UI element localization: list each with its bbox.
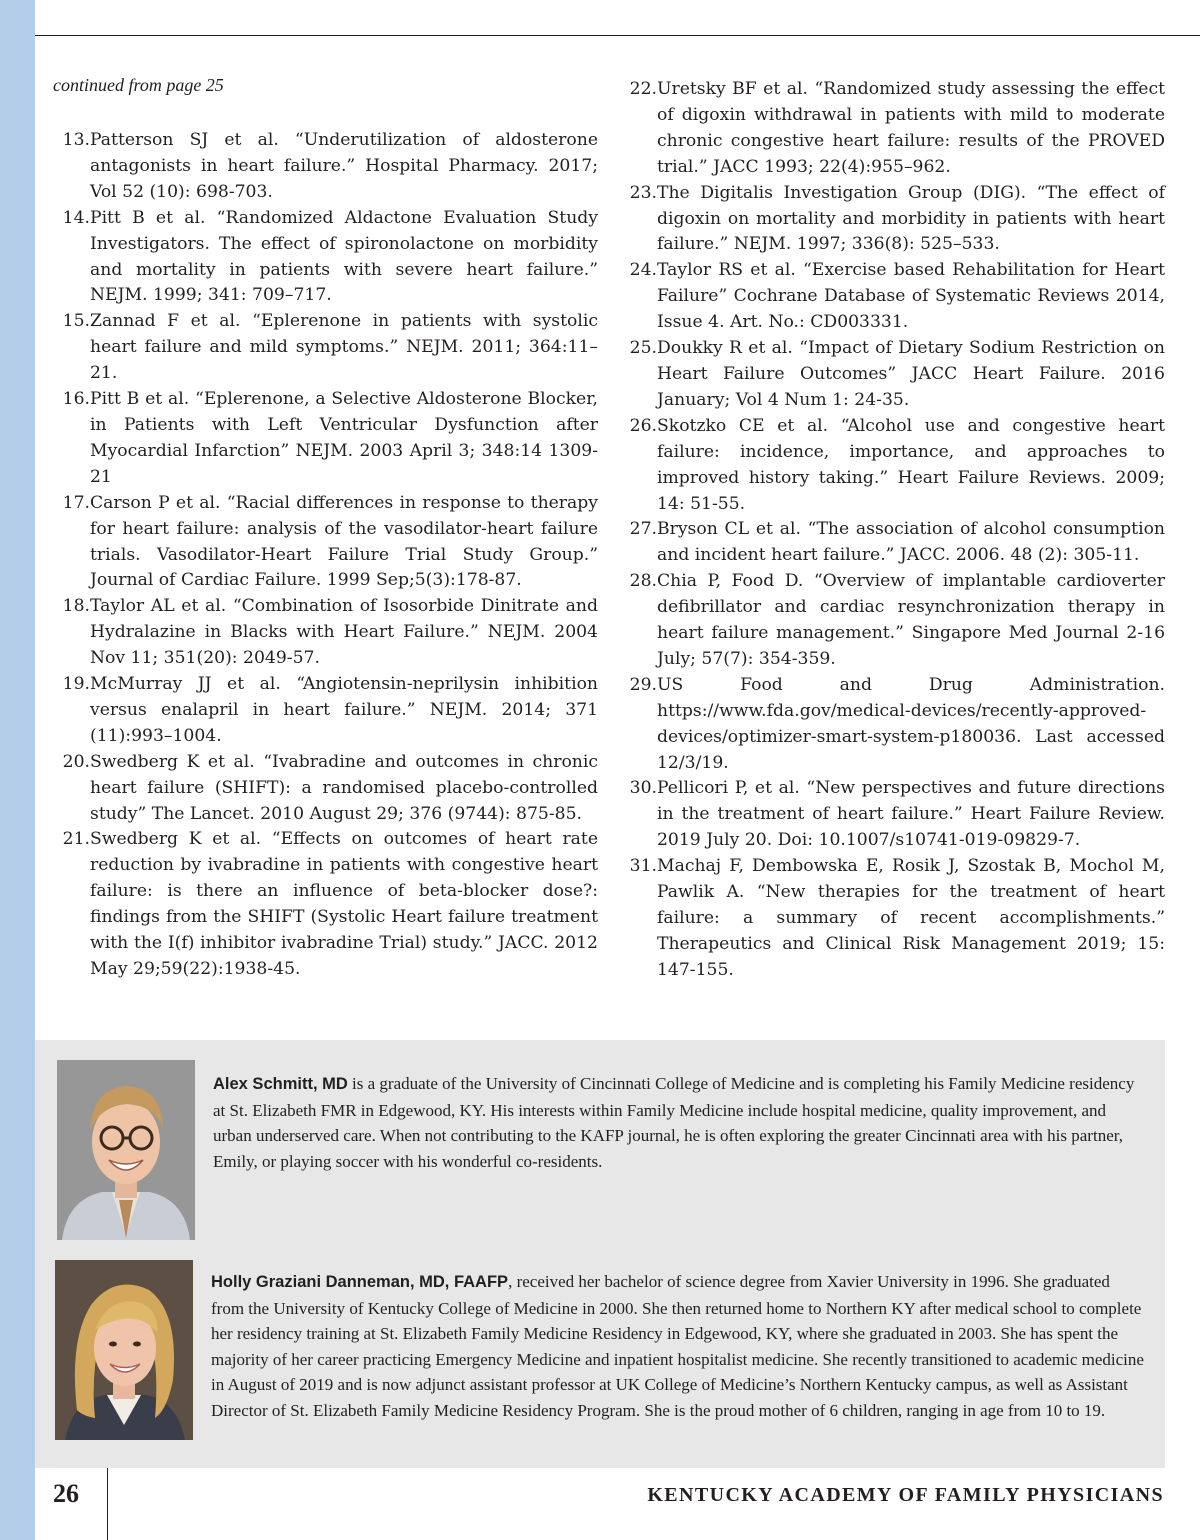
reference-text: Pitt B et al. “Randomized Aldactone Evaluation Study Investigators. The effect of spironolactone on morbidity and mortality in patients with severe heart failure.” NEJM. 1999; 341: 709–717. <box>90 207 598 306</box>
reference-number: 13. <box>62 130 90 150</box>
reference-number: 23. <box>629 182 657 203</box>
reference-number: 21. <box>62 829 90 850</box>
reference-text: Chia P, Food D. “Overview of implantable cardioverter defibrillator and cardiac resynchronization therapy in heart failure management.” Singapore Med Journal 2-16 July; 57(7): 354-359. <box>657 571 1165 669</box>
reference-number: 16. <box>62 389 90 410</box>
reference-item <box>620 776 1165 854</box>
reference-number: 17. <box>62 492 90 513</box>
reference-text: Skotzko CE et al. “Alcohol use and congestive heart failure: incidence, importance, and approaches to improved history taking.” Heart Failure Reviews. 2009; 14: 51-55. <box>657 415 1165 514</box>
reference-item <box>620 517 1165 569</box>
bio-author-name: Alex Schmitt, MD <box>213 1075 348 1093</box>
reference-item <box>620 569 1165 673</box>
reference-item <box>620 336 1165 414</box>
reference-number: 30. <box>629 778 657 799</box>
reference-number: 29. <box>629 674 657 695</box>
bio-holly-danneman <box>211 1269 1146 1423</box>
reference-text: Swedberg K et al. “Ivabradine and outcomes in chronic heart failure (SHIFT): a randomised placebo-controlled study” The Lancet. 2010 August 29; 376 (9744): 875-85. <box>90 751 598 824</box>
reference-number: 22. <box>629 79 657 99</box>
reference-text: Pellicori P, et al. “New perspectives and future directions in the treatment of heart failure.” Heart Failure Review. 2019 July 20. Doi: 10.1007/s10741-019-09829-7. <box>657 778 1165 851</box>
bio-alex-schmitt <box>213 1071 1143 1174</box>
reference-item <box>620 258 1165 336</box>
reference-text: Machaj F, Dembowska E, Rosik J, Szostak B, Mochol M, Pawlik A. “New therapies for the treatment of heart failure: a summary of recent accomplishments.” Therapeutics and Clinical Risk Management 2019; 15: 147-155. <box>657 856 1165 980</box>
reference-text: Swedberg K et al. “Effects on outcomes of heart rate reduction by ivabradine in patients with congestive heart failure: is there an influence of beta-blocker dose?: findings from the SHIFT (Systolic Heart failure treatment with the I(f) inhibitor ivabradine Trial) study.” JACC. 2012 May 29;59(22):1938-45. <box>90 829 598 979</box>
reference-number: 31. <box>629 856 657 877</box>
reference-number: 20. <box>62 751 90 772</box>
reference-item <box>620 854 1165 984</box>
reference-text: Taylor RS et al. “Exercise based Rehabilitation for Heart Failure” Cochrane Database of Systematic Reviews 2014, Issue 4. Art. No.: CD003331. <box>657 260 1165 333</box>
reference-text: Uretsky BF et al. “Randomized study assessing the effect of digoxin withdrawal in patients with mild to moderate chronic congestive heart failure: results of the PROVED trial.” JACC 1993; 22(4):955–962. <box>657 79 1165 177</box>
reference-item <box>620 181 1165 259</box>
reference-text: Carson P et al. “Racial differences in response to therapy for heart failure: analysis of the vasodilator-heart failure trials. Vasodilator-Heart Failure Trial Study Group.” Journal of Cardiac Failure. 1999 Sep;5(3):178-87. <box>90 492 598 591</box>
reference-item <box>53 206 598 310</box>
portrait-woman-blonde <box>55 1260 193 1440</box>
bio-text: is a graduate of the University of Cincinnati College of Medicine and is completing his Family Medicine residency at St. Elizabeth FMR in Edgewood, KY. His interests within Family Medicine include hospital medicine, quality improvement, and urban underserved care. When not contributing to the KAFP journal, he is often exploring the greater Cincinnati area with his partner, Emily, or playing soccer with his wonderful co-residents. <box>213 1074 1135 1171</box>
reference-number: 27. <box>629 519 657 540</box>
reference-item <box>620 673 1165 777</box>
references-left-column <box>53 128 598 983</box>
reference-item <box>53 827 598 982</box>
reference-text: Pitt B et al. “Eplerenone, a Selective Aldosterone Blocker, in Patients with Left Ventricular Dysfunction after Myocardial Infarction” NEJM. 2003 April 3; 348:14 1309-21 <box>90 389 598 487</box>
reference-text: Doukky R et al. “Impact of Dietary Sodium Restriction on Heart Failure Outcomes” JACC Heart Failure. 2016 January; Vol 4 Num 1: 24-35. <box>657 338 1165 410</box>
reference-text: Patterson SJ et al. “Underutilization of aldosterone antagonists in heart failure.” Hospital Pharmacy. 2017; Vol 52 (10): 698-703. <box>90 130 598 202</box>
reference-item <box>53 128 598 206</box>
continued-note: continued from page 25 <box>53 75 224 95</box>
reference-number: 15. <box>62 311 90 332</box>
reference-item <box>53 594 598 672</box>
reference-text: US Food and Drug Administration. https://www.fda.gov/medical-devices/recently-approved-devices/optimizer-smart-system-p180036. Last accessed 12/3/19. <box>657 674 1165 773</box>
top-rule <box>35 35 1200 36</box>
bio-text: , received her bachelor of science degree from Xavier University in 1996. She graduated from the University of Kentucky College of Medicine in 2000. She then returned home to Northern KY after medical school to complete her residency training at St. Elizabeth Family Medicine Residency in Edgewood, KY, where she graduated in 2003. She has spent the majority of her career practicing Emergency Medicine and inpatient hospitalist medicine. She recently transitioned to academic medicine in August of 2019 and is now adjunct assistant professor at UK College of Medicine’s Northern Kentucky campus, as well as Assistant Director of St. Elizabeth Family Medicine Residency Program. She is the proud mother of 6 children, ranging in age from 10 to 19. <box>211 1272 1144 1420</box>
reference-item <box>620 77 1165 181</box>
reference-number: 28. <box>629 571 657 592</box>
reference-text: Taylor AL et al. “Combination of Isosorbide Dinitrate and Hydralazine in Blacks with Heart Failure.” NEJM. 2004 Nov 11; 351(20): 2049-57. <box>90 596 598 669</box>
portrait-man-glasses <box>57 1060 195 1240</box>
reference-item <box>53 387 598 491</box>
references-right-column <box>620 77 1165 984</box>
reference-item <box>53 672 598 750</box>
reference-number: 18. <box>62 596 90 617</box>
author-photo-holly-danneman <box>55 1260 193 1440</box>
reference-text: Bryson CL et al. “The association of alcohol consumption and incident heart failure.” JACC. 2006. 48 (2): 305-11. <box>657 519 1165 566</box>
author-photo-alex-schmitt <box>57 1060 195 1240</box>
journal-name: KENTUCKY ACADEMY OF FAMILY PHYSICIANS <box>647 1484 1164 1506</box>
reference-number: 25. <box>629 338 657 359</box>
reference-number: 19. <box>62 674 90 695</box>
reference-item <box>620 414 1165 518</box>
reference-text: The Digitalis Investigation Group (DIG). “The effect of digoxin on mortality and morbidity in patients with heart failure.” NEJM. 1997; 336(8): 525–533. <box>657 182 1165 255</box>
reference-number: 26. <box>629 415 657 436</box>
left-accent-bar <box>0 0 35 1540</box>
reference-item <box>53 750 598 828</box>
reference-number: 14. <box>62 207 90 228</box>
bio-author-name: Holly Graziani Danneman, MD, FAAFP <box>211 1273 509 1291</box>
reference-text: McMurray JJ et al. “Angiotensin-neprilysin inhibition versus enalapril in heart failure.” NEJM. 2014; 371 (11):993–1004. <box>90 674 598 746</box>
reference-item <box>53 491 598 595</box>
footer-divider <box>107 1468 108 1540</box>
page-number: 26 <box>53 1479 79 1508</box>
reference-text: Zannad F et al. “Eplerenone in patients with systolic heart failure and mild symptoms.” NEJM. 2011; 364:11–21. <box>90 311 598 384</box>
reference-item <box>53 309 598 387</box>
reference-number: 24. <box>629 260 657 281</box>
